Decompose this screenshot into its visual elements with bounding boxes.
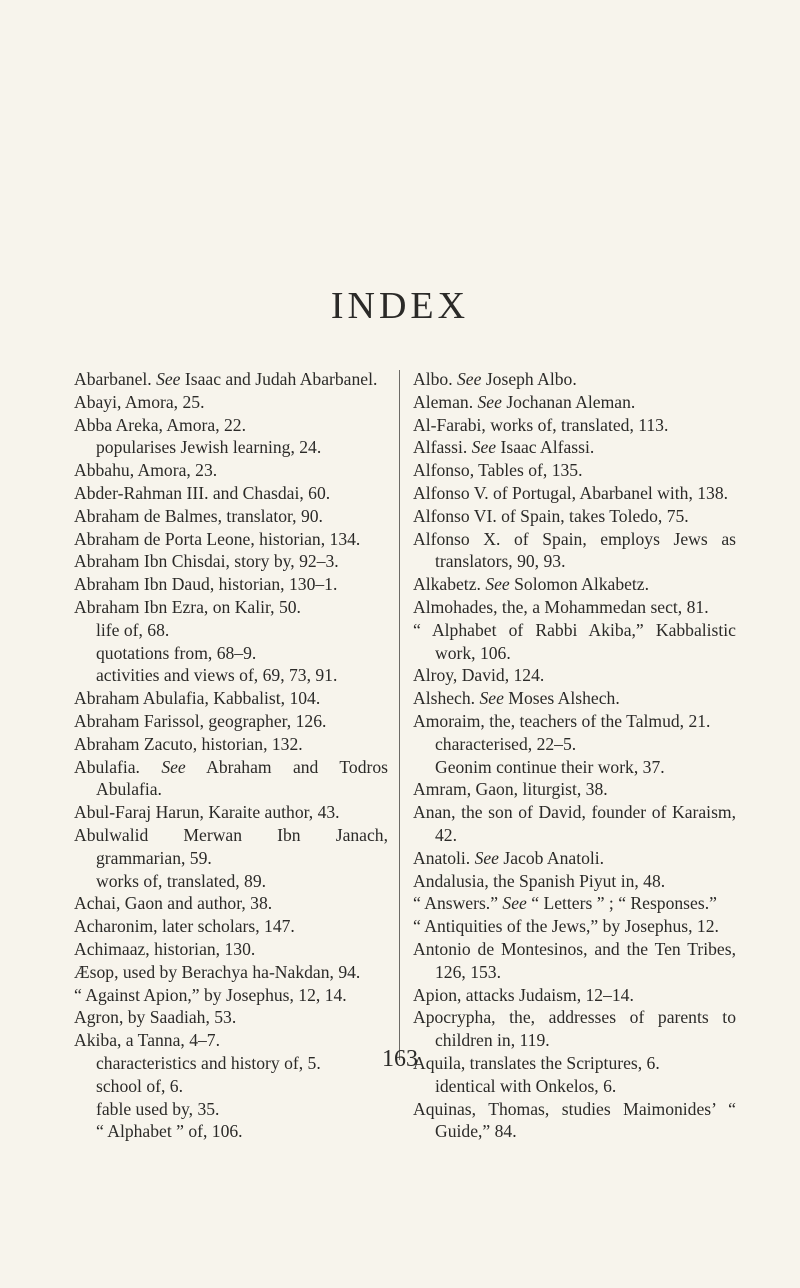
index-entry — [413, 596, 736, 619]
index-entry — [74, 505, 388, 528]
entry-heading: Alfassi. — [413, 437, 468, 458]
cross-reference-target: Jochanan Aleman. — [506, 391, 636, 412]
index-entry — [74, 961, 388, 984]
entry-heading: Geonim continue their work, 37. — [435, 756, 665, 777]
entry-heading: Aquila, translates the Scriptures, 6. — [413, 1052, 660, 1073]
index-subentry — [74, 436, 388, 459]
entry-heading: identical with Onkelos, 6. — [435, 1075, 617, 1096]
cross-reference-target: Moses Alshech. — [508, 688, 620, 709]
index-subentry — [74, 870, 388, 893]
index-entry — [74, 915, 388, 938]
index-subentry — [74, 664, 388, 687]
index-entry — [74, 550, 388, 573]
index-subentry — [413, 756, 736, 779]
index-entry — [74, 984, 388, 1007]
see-reference-label: See — [457, 369, 482, 389]
entry-heading: Abbahu, Amora, 23. — [74, 460, 218, 481]
entry-heading: Æsop, used by Berachya ha-Nakdan, 94. — [74, 961, 361, 982]
entry-heading: Abarbanel. — [74, 369, 152, 389]
entry-heading: Apocrypha, the, addresses of parents to children in, 119. — [413, 1007, 736, 1051]
index-entry — [74, 596, 388, 619]
entry-heading: Alfonso, Tables of, 135. — [413, 460, 583, 481]
index-entry — [74, 710, 388, 733]
page-title: INDEX — [330, 285, 470, 327]
see-reference-label: See — [156, 369, 181, 389]
entry-heading: Antonio de Montesinos, and the Ten Tribes, 126, 153. — [413, 938, 736, 982]
entry-heading: Abraham Ibn Daud, historian, 130–1. — [74, 574, 338, 595]
index-entry — [413, 847, 736, 870]
entry-heading: Abraham Abulafia, Kabbalist, 104. — [74, 688, 321, 709]
entry-heading: Abulafia. — [74, 756, 140, 777]
index-entry — [413, 391, 736, 414]
index-entry — [413, 619, 736, 665]
see-reference-label: See — [479, 688, 504, 709]
see-reference-label: See — [502, 893, 527, 914]
see-reference-label: See — [161, 756, 186, 777]
index-entry — [74, 801, 388, 824]
entry-heading: Agron, by Saadiah, 53. — [74, 1007, 237, 1028]
index-column-left — [74, 368, 388, 1143]
entry-heading: Alkabetz. — [413, 574, 481, 595]
index-entry — [74, 482, 388, 505]
entry-heading: Almohades, the, a Mohammedan sect, 81. — [413, 596, 709, 617]
cross-reference-target: “ Letters ” ; “ Responses.” — [531, 893, 717, 914]
index-entry — [413, 368, 736, 391]
index-entry — [74, 391, 388, 414]
entry-heading: Alfonso V. of Portugal, Abarbanel with, 138. — [413, 482, 729, 503]
index-entry — [413, 664, 736, 687]
index-entry — [74, 1006, 388, 1029]
cross-reference-target: Jacob Anatoli. — [503, 847, 605, 868]
entry-heading: quotations from, 68–9. — [96, 642, 257, 663]
entry-heading: Andalusia, the Spanish Piyut in, 48. — [413, 870, 666, 891]
entry-heading: Amram, Gaon, liturgist, 38. — [413, 779, 608, 800]
see-reference-label: See — [477, 391, 502, 412]
entry-heading: “ Antiquities of the Jews,” by Josephus, 12. — [413, 916, 719, 937]
entry-heading: Abraham de Porta Leone, historian, 134. — [74, 528, 361, 549]
entry-heading: Abder-Rahman III. and Chasdai, 60. — [74, 482, 331, 503]
index-entry — [74, 824, 388, 870]
see-reference-label: See — [471, 437, 497, 458]
entry-heading: Acharonim, later scholars, 147. — [74, 916, 295, 937]
index-entry — [413, 892, 736, 915]
index-entry — [74, 756, 388, 802]
entry-heading: Akiba, a Tanna, 4–7. — [74, 1030, 220, 1051]
index-entry — [74, 573, 388, 596]
entry-heading: Apion, attacks Judaism, 12–14. — [413, 984, 634, 1005]
entry-heading: life of, 68. — [96, 619, 170, 640]
cross-reference-target: Joseph Albo. — [485, 369, 577, 389]
index-entry — [413, 710, 736, 733]
index-subentry — [413, 1075, 736, 1098]
entry-heading: works of, translated, 89. — [96, 870, 267, 891]
see-reference-label: See — [474, 847, 499, 868]
index-entry — [413, 938, 736, 984]
entry-heading: “ Alphabet of Rabbi Akiba,” Kabbalistic work, 106. — [413, 619, 736, 663]
index-entry — [413, 870, 736, 893]
entry-heading: characterised, 22–5. — [435, 733, 577, 754]
entry-heading: Al-Farabi, works of, translated, 113. — [413, 414, 669, 435]
entry-heading: Alshech. — [413, 688, 476, 709]
entry-heading: Abba Areka, Amora, 22. — [74, 414, 246, 435]
entry-heading: Anatoli. — [413, 847, 471, 868]
entry-heading: Abulwalid Merwan Ibn Janach, grammarian, 59. — [74, 824, 388, 868]
index-entry — [74, 892, 388, 915]
entry-heading: “ Answers.” — [413, 893, 499, 914]
entry-heading: Amoraim, the, teachers of the Talmud, 21. — [413, 710, 711, 731]
entry-heading: Aquinas, Thomas, studies Maimonides’ “ Guide,” 84. — [413, 1098, 736, 1142]
column-divider — [399, 370, 400, 1060]
index-subentry — [74, 642, 388, 665]
entry-heading: Abayi, Amora, 25. — [74, 391, 205, 412]
cross-reference-target: Solomon Alkabetz. — [514, 574, 650, 595]
entry-heading: Alfonso X. of Spain, employs Jews as translators, 90, 93. — [413, 528, 736, 572]
index-entry — [413, 505, 736, 528]
index-subentry — [74, 1098, 388, 1121]
index-entry — [413, 1098, 736, 1144]
entry-heading: popularises Jewish learning, 24. — [96, 437, 322, 458]
entry-heading: Achimaaz, historian, 130. — [74, 938, 256, 959]
index-entry — [413, 984, 736, 1007]
cross-reference-target: Abraham and Todros Abulafia. — [96, 756, 388, 800]
index-entry — [413, 459, 736, 482]
entry-heading: Abraham Ibn Chisdai, story by, 92–3. — [74, 551, 339, 572]
entry-heading: Abraham Zacuto, historian, 132. — [74, 733, 303, 754]
entry-heading: fable used by, 35. — [96, 1098, 220, 1119]
index-entry — [413, 573, 736, 596]
index-entry — [413, 482, 736, 505]
index-subentry — [413, 733, 736, 756]
cross-reference-target: Isaac Alfassi. — [500, 437, 595, 458]
index-entry — [74, 368, 388, 391]
page-number: 163 — [382, 1046, 418, 1072]
entry-heading: activities and views of, 69, 73, 91. — [96, 665, 338, 686]
entry-heading: Abraham de Balmes, translator, 90. — [74, 505, 323, 526]
entry-heading: Albo. — [413, 369, 453, 389]
index-entry — [413, 915, 736, 938]
index-entry — [413, 436, 736, 459]
index-entry — [74, 528, 388, 551]
index-entry — [74, 414, 388, 437]
entry-heading: Aleman. — [413, 391, 474, 412]
index-subentry — [74, 1120, 388, 1143]
entry-heading: characteristics and history of, 5. — [96, 1052, 321, 1073]
index-entry — [413, 778, 736, 801]
index-entry — [413, 414, 736, 437]
entry-heading: Achai, Gaon and author, 38. — [74, 893, 273, 914]
entry-heading: Alroy, David, 124. — [413, 665, 545, 686]
index-subentry — [74, 619, 388, 642]
entry-heading: Abul-Faraj Harun, Karaite author, 43. — [74, 802, 340, 823]
cross-reference-target: Isaac and Judah Abarbanel. — [184, 369, 378, 389]
index-entry — [74, 459, 388, 482]
index-entry — [413, 528, 736, 574]
see-reference-label: See — [485, 574, 510, 595]
entry-heading: Alfonso VI. of Spain, takes Toledo, 75. — [413, 505, 689, 526]
entry-heading: Abraham Ibn Ezra, on Kalir, 50. — [74, 596, 301, 617]
index-column-right — [413, 368, 736, 1143]
entry-heading: “ Against Apion,” by Josephus, 12, 14. — [74, 984, 347, 1005]
entry-heading: Abraham Farissol, geographer, 126. — [74, 710, 327, 731]
index-entry — [413, 687, 736, 710]
index-entry — [74, 733, 388, 756]
index-entry — [74, 938, 388, 961]
index-entry — [74, 687, 388, 710]
entry-heading: Anan, the son of David, founder of Karaism, 42. — [413, 802, 736, 845]
entry-heading: school of, 6. — [96, 1075, 183, 1096]
entry-heading: “ Alphabet ” of, 106. — [96, 1121, 243, 1142]
index-subentry — [74, 1075, 388, 1098]
index-entry — [413, 801, 736, 847]
